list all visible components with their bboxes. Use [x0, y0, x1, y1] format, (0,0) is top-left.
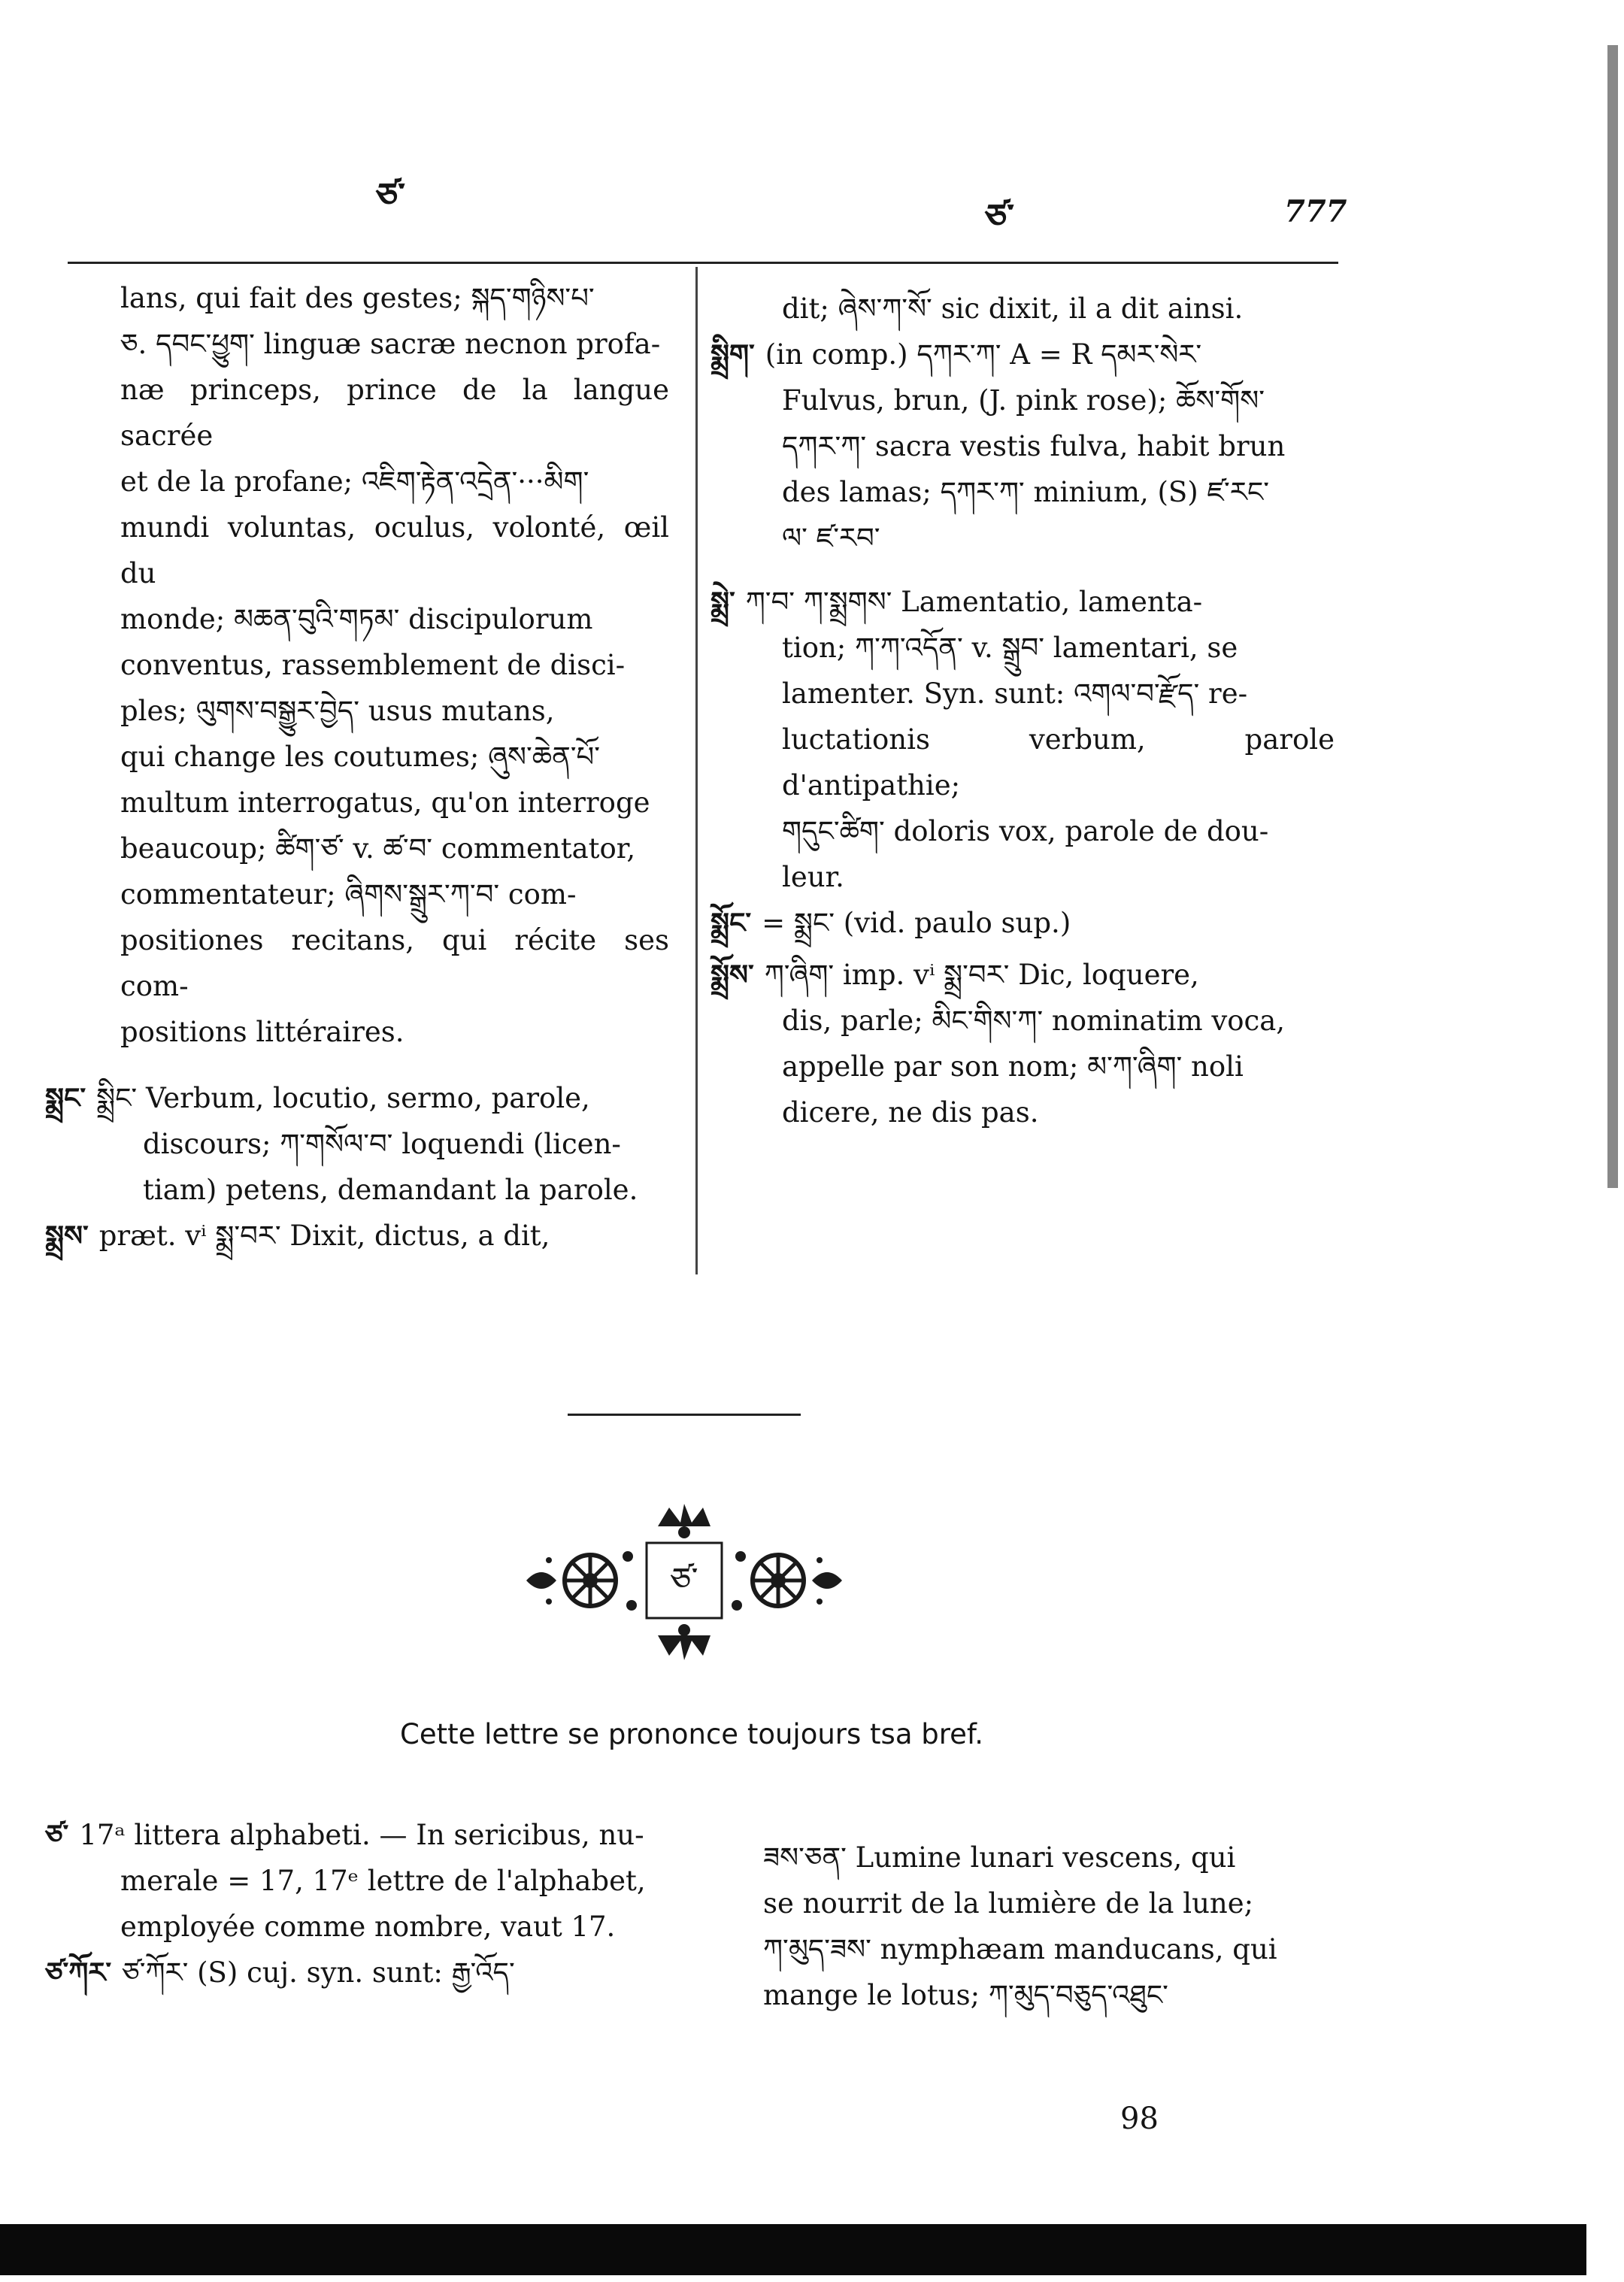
dictionary-entry [45, 1213, 669, 1259]
entry-headword: ཙ་ [45, 1818, 69, 1851]
entry-line: lamenter. Syn. sunt: འགལ་བ་རྫོད་ re- [782, 677, 1248, 710]
entry-headword: སྨྲོས་ [710, 958, 754, 991]
text-line: multum interrogatus, qu'on interroge [120, 786, 650, 819]
bottom-left-column [45, 1812, 669, 1996]
running-head-right: ཙ་ [985, 196, 1014, 237]
entry-line: ཀ་བ་ ཀ་སྨྲགས་ Lamentatio, lamenta- [745, 586, 1203, 618]
entry-line: merale = 17, 17ᵉ lettre de l'alphabet, [120, 1865, 646, 1897]
running-head-left: ཙ་ [376, 175, 405, 216]
text-line: ཟས་ཅན་ Lumine lunari vescens, qui [763, 1841, 1236, 1874]
entry-line: tiam) petens, demandant la parole. [143, 1174, 638, 1206]
text-line: qui change les coutumes; ཞུས་ཆེན་པོ་ [120, 741, 601, 773]
entry-headword: སྨྲིག་ [710, 338, 755, 371]
entry-line: དཀར་ཀ་ sacra vestis fulva, habit brun [782, 430, 1286, 462]
column-divider [695, 267, 698, 1274]
text-line: commentateur; ཞིགས་སྒྲུར་ཀ་བ་ com- [120, 878, 577, 911]
left-column [120, 275, 669, 1055]
entry-line: leur. [782, 861, 844, 893]
dictionary-entry [45, 1075, 669, 1213]
section-rule [568, 1414, 801, 1416]
entry-line: སྨྲིང་ Verbum, locutio, sermo, parole, [96, 1082, 590, 1114]
entry-line: = སྨྲང་ (vid. paulo sup.) [762, 907, 1071, 939]
entry-line: luctationis verbum, parole d'antipathie; [782, 723, 1335, 802]
page-edge-shadow [1607, 45, 1618, 1188]
text-line: mundi voluntas, oculus, volonté, œil du [120, 511, 669, 589]
dictionary-entry [710, 579, 1335, 900]
text-line: næ princeps, prince de la langue sacrée [120, 374, 669, 452]
text-line: mange le lotus; ཀ་མུད་བཅུད་འཐུང་ [763, 1979, 1168, 2011]
text-line: ples; ལུགས་བསྒྱུར་བྱེད་ usus mutans, [120, 695, 555, 727]
text-line: ཅ. དབང་ཕྱུག་ linguæ sacræ necnon profa- [120, 328, 661, 360]
entry-headword: སྨྲས་ [45, 1219, 89, 1252]
entry-line: གདུང་ཚིག་ doloris vox, parole de dou- [782, 815, 1269, 847]
header-rule [68, 262, 1338, 264]
entry-line: 17ᵃ littera alphabeti. — In sericibus, nu- [79, 1819, 644, 1851]
entry-headword: སྨྲོང་ [710, 906, 752, 939]
dictionary-entry [45, 1812, 669, 1950]
dictionary-entry [45, 1950, 669, 1996]
entry-line: ཀ་ཞིག་ imp. vⁱ སྨྲ་བར་ Dic, loquere, [764, 959, 1199, 991]
pronunciation-note: Cette lettre se prononce toujours tsa bref. [399, 1718, 984, 1750]
signature-mark: 98 [1120, 2102, 1159, 2136]
text-line: beaucoup; ཚིག་ཙ་ v. ཚ་བ་ commentator, [120, 832, 636, 865]
entry-line: employée comme nombre, vaut 17. [120, 1911, 616, 1943]
text-line: dit; ཞེས་ཀ་སོ་ sic dixit, il a dit ainsi. [782, 292, 1244, 325]
text-line: positiones recitans, qui récite ses com- [120, 924, 669, 1002]
entry-line: Fulvus, brun, (J. pink rose); ཆོས་གོས་ [782, 384, 1265, 417]
entry-headword: སྨྲང་ [45, 1081, 86, 1114]
entry-line: præt. vⁱ སྨྲ་བར་ Dixit, dictus, a dit, [98, 1220, 550, 1252]
entry-headword: ཙ་ཀོར་ [45, 1956, 112, 1989]
left-entries [45, 1075, 669, 1259]
ornament-letter: ཙ་ [670, 1561, 698, 1599]
dictionary-entry [710, 952, 1335, 1135]
entry-line: appelle par son nom; མ་ཀ་ཞིག་ noli [782, 1050, 1244, 1083]
entry-line: dis, parle; མིང་གིས་ཀ་ nominatim voca, [782, 1005, 1286, 1037]
text-line: conventus, rassemblement de disci- [120, 649, 626, 681]
entry-line: (in comp.) དཀར་ཀ་ A = R དམར་སེར་ [765, 338, 1202, 371]
text-line: et de la profane; འཇིག་རྟེན་འདྲེན་···མིག་ [120, 465, 589, 498]
entry-line: tion; ཀ་ཀ་འདོན་ v. སྒྲུབ་ lamentari, se [782, 632, 1238, 664]
decorative-ornament [519, 1496, 850, 1669]
dictionary-entry [710, 332, 1335, 561]
entry-line: dicere, ne dis pas. [782, 1096, 1039, 1129]
right-column [710, 286, 1335, 1135]
page-number: 777 [1284, 194, 1347, 229]
scan-bottom-band [0, 2224, 1586, 2275]
text-line: lans, qui fait des gestes; སྐད་གཉིས་པ་ [120, 282, 595, 314]
dictionary-entry [710, 900, 1335, 946]
entry-line: ལ་ ཛ་རབ་ [782, 522, 880, 554]
text-line: se nourrit de la lumière de la lune; [763, 1887, 1254, 1920]
text-line: ཀ་མུད་ཟས་ nymphæam manducans, qui [763, 1933, 1277, 1965]
entry-headword: སྨྲེ་ [710, 585, 735, 618]
bottom-right-column [763, 1835, 1320, 2018]
text-line: positions littéraires. [120, 1016, 404, 1048]
entry-line: ཙ་ཀོར་ (S) cuj. syn. sunt: རྒྱ་འོད་ [122, 1956, 515, 1989]
text-line: monde; མཆན་བུའི་གཏམ་ discipulorum [120, 603, 593, 635]
entry-line: des lamas; དཀར་ཀ་ minium, (S) ཛ་རང་ [782, 476, 1269, 508]
entry-line: discours; ཀ་གསོལ་བ་ loquendi (licen- [143, 1128, 621, 1160]
